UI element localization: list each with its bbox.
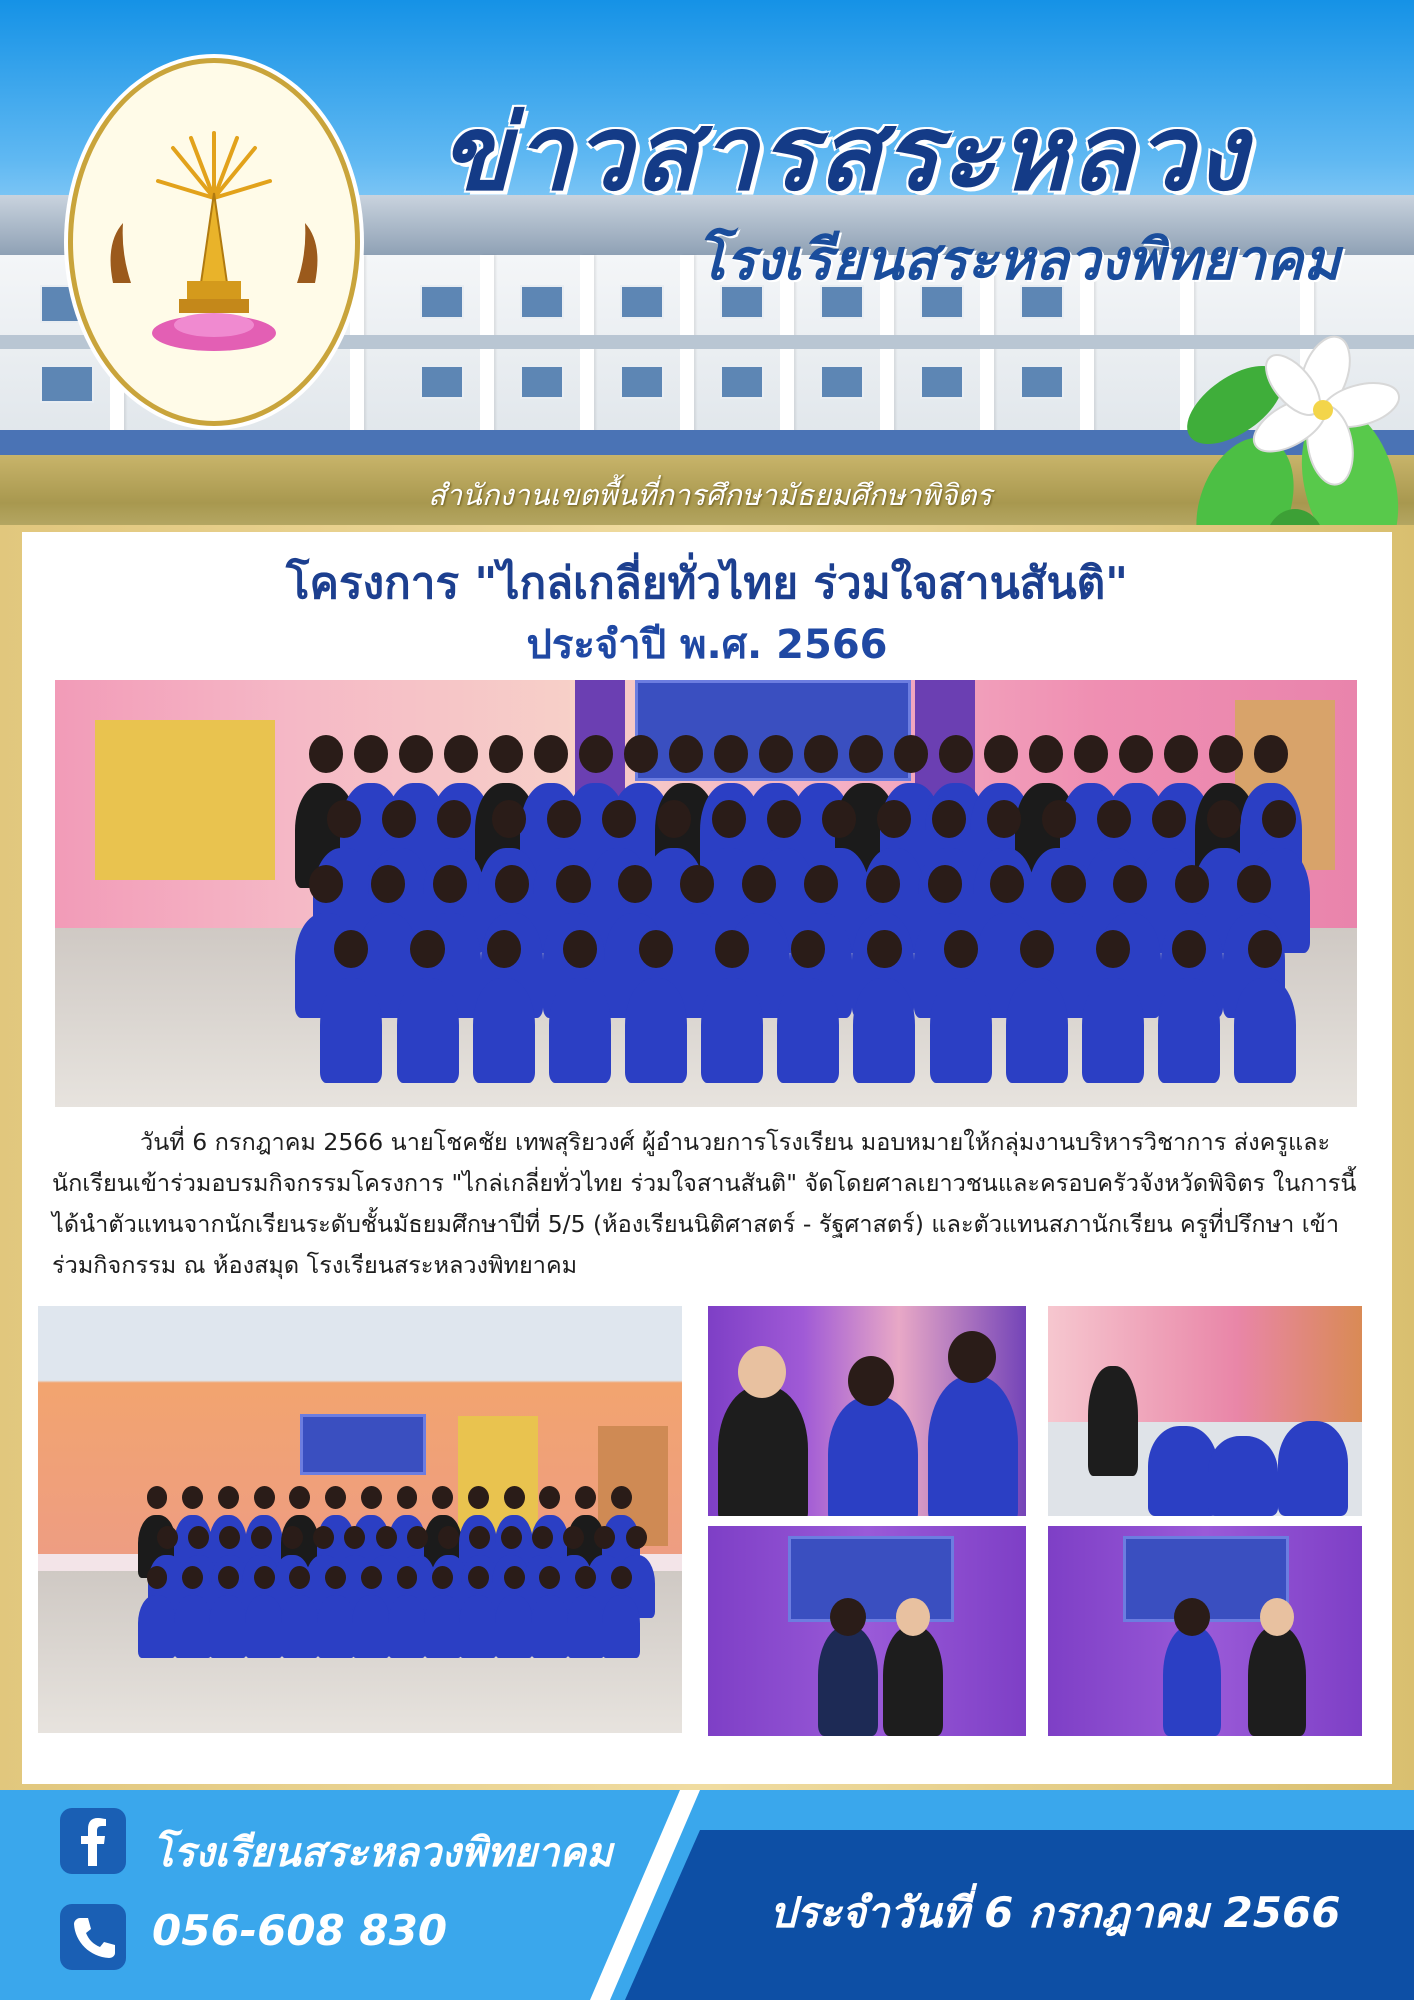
- student-head: [1020, 930, 1054, 968]
- student-head: [313, 1526, 334, 1549]
- student-head: [547, 800, 581, 838]
- student-figure: [1158, 978, 1220, 1083]
- phone-icon[interactable]: [60, 1904, 126, 1970]
- student-head: [1119, 735, 1153, 773]
- student-head: [432, 1566, 453, 1589]
- student-head: [1262, 800, 1296, 838]
- student-head: [715, 930, 749, 968]
- student-head: [767, 800, 801, 838]
- student-head: [399, 735, 433, 773]
- group-photo: [55, 680, 1357, 1107]
- student-figure: [320, 978, 382, 1083]
- student-figure: [473, 978, 535, 1083]
- student-head: [602, 800, 636, 838]
- education-office-line: สำนักงานเขตพื้นที่การศึกษามัธยมศึกษาพิจิตร: [428, 478, 992, 512]
- student-figure: [495, 1595, 533, 1658]
- student-head: [437, 800, 471, 838]
- student-head: [254, 1566, 275, 1589]
- student-head: [639, 930, 673, 968]
- student-figure: [1234, 978, 1296, 1083]
- student-figure: [1082, 978, 1144, 1083]
- student-head: [939, 735, 973, 773]
- student-head: [182, 1566, 203, 1589]
- student-head: [325, 1486, 346, 1509]
- student-figure: [138, 1595, 176, 1658]
- student-figure: [777, 978, 839, 1083]
- student-head: [182, 1486, 203, 1509]
- student-head: [1152, 800, 1186, 838]
- student-head: [438, 1526, 459, 1549]
- student-head: [468, 1566, 489, 1589]
- student-head: [218, 1566, 239, 1589]
- student-head: [714, 735, 748, 773]
- student-head: [218, 1486, 239, 1509]
- student-head: [534, 735, 568, 773]
- student-head: [928, 865, 962, 903]
- student-head: [680, 865, 714, 903]
- student-head: [361, 1566, 382, 1589]
- student-head: [1042, 800, 1076, 838]
- student-head: [1097, 800, 1131, 838]
- student-head: [618, 865, 652, 903]
- facebook-icon[interactable]: [60, 1808, 126, 1874]
- student-head: [804, 865, 838, 903]
- student-head: [1113, 865, 1147, 903]
- student-head: [489, 735, 523, 773]
- student-head: [309, 735, 343, 773]
- student-head: [254, 1486, 275, 1509]
- student-head: [444, 735, 478, 773]
- student-head: [624, 735, 658, 773]
- student-figure: [853, 978, 915, 1083]
- project-year: ประจำปี พ.ศ. 2566: [526, 622, 888, 668]
- student-head: [556, 865, 590, 903]
- student-head: [407, 1526, 428, 1549]
- student-figure: [397, 978, 459, 1083]
- student-head: [626, 1526, 647, 1549]
- award-photo-2: [1048, 1526, 1362, 1736]
- student-head: [504, 1486, 525, 1509]
- student-head: [157, 1526, 178, 1549]
- student-figure: [459, 1595, 497, 1658]
- student-head: [468, 1486, 489, 1509]
- student-head: [611, 1566, 632, 1589]
- school-name: โรงเรียนสระหลวงพิทยาคม: [695, 228, 1340, 293]
- student-head: [1164, 735, 1198, 773]
- student-head: [579, 735, 613, 773]
- student-head: [575, 1566, 596, 1589]
- student-head: [1237, 865, 1271, 903]
- student-head: [334, 930, 368, 968]
- speech-photo: [708, 1306, 1026, 1516]
- student-head: [188, 1526, 209, 1549]
- student-head: [354, 735, 388, 773]
- student-head: [504, 1566, 525, 1589]
- student-figure: [549, 978, 611, 1083]
- student-head: [867, 930, 901, 968]
- project-title: โครงการ "ไกล่เกลี่ยทั่วไทย ร่วมใจสานสันติ": [285, 558, 1129, 609]
- newsletter-title: ข่าวสารสระหลวง: [440, 92, 1249, 214]
- student-head: [563, 930, 597, 968]
- student-head: [492, 800, 526, 838]
- student-head: [894, 735, 928, 773]
- issue-date: ประจำวันที่ 6 กรกฎาคม 2566: [769, 1888, 1341, 1937]
- student-head: [327, 800, 361, 838]
- student-head: [1051, 865, 1085, 903]
- student-head: [361, 1486, 382, 1509]
- student-head: [669, 735, 703, 773]
- activity-photo: [1048, 1306, 1362, 1516]
- student-figure: [531, 1595, 569, 1658]
- facebook-page-name[interactable]: โรงเรียนสระหลวงพิทยาคม: [152, 1830, 613, 1876]
- student-head: [1209, 735, 1243, 773]
- student-head: [657, 800, 691, 838]
- student-head: [866, 865, 900, 903]
- student-head: [1029, 735, 1063, 773]
- student-head: [822, 800, 856, 838]
- phone-number[interactable]: 056-608 830: [152, 1906, 448, 1955]
- student-head: [376, 1526, 397, 1549]
- student-figure: [388, 1595, 426, 1658]
- student-head: [791, 930, 825, 968]
- student-head: [433, 865, 467, 903]
- student-head: [575, 1486, 596, 1509]
- student-head: [495, 865, 529, 903]
- student-head: [282, 1526, 303, 1549]
- student-figure: [567, 1595, 605, 1658]
- student-head: [712, 800, 746, 838]
- student-head: [1172, 930, 1206, 968]
- student-head: [611, 1486, 632, 1509]
- logo-emblem-icon: [73, 63, 355, 421]
- school-logo: [68, 58, 360, 426]
- student-figure: [281, 1595, 319, 1658]
- student-head: [849, 735, 883, 773]
- student-head: [251, 1526, 272, 1549]
- student-head: [1207, 800, 1241, 838]
- student-head: [1248, 930, 1282, 968]
- certificate-group-photo: [38, 1306, 682, 1733]
- student-figure: [174, 1595, 212, 1658]
- student-figure: [317, 1595, 355, 1658]
- student-head: [932, 800, 966, 838]
- student-figure: [625, 978, 687, 1083]
- student-head: [532, 1526, 553, 1549]
- student-head: [487, 930, 521, 968]
- student-head: [742, 865, 776, 903]
- student-figure: [352, 1595, 390, 1658]
- student-figure: [930, 978, 992, 1083]
- student-head: [759, 735, 793, 773]
- student-head: [990, 865, 1024, 903]
- student-head: [987, 800, 1021, 838]
- student-head: [984, 735, 1018, 773]
- student-head: [410, 930, 444, 968]
- student-head: [1096, 930, 1130, 968]
- student-head: [563, 1526, 584, 1549]
- article-body: วันที่ 6 กรกฎาคม 2566 นายโชคชัย เทพสุริยวงศ์ ผู้อำนวยการโรงเรียน มอบหมายให้กลุ่มงานบริหารวิชาการ ส่งครูและนักเรียนเข้าร่วมอบรมกิจกรรมโครงการ "ไกล่เกลี่ยทั่วไทย ร่วมใจสานสันติ" จัดโดยศาลเยาวชนและครอบครัวจังหวัดพิจิตร ในการนี้ได้นำตัวแทนจากนักเรียนระดับชั้นมัธยมศึกษาปีที่ 5/5 (ห้องเรียนนิติศาสตร์ - รัฐศาสตร์) และตัวแทนสภานักเรียน ครูที่ปรึกษา เข้าร่วมกิจกรรม ณ ห้องสมุด โรงเรียนสระหลวงพิทยาคม: [52, 1128, 1357, 1279]
- student-head: [1074, 735, 1108, 773]
- student-head: [432, 1486, 453, 1509]
- student-figure: [424, 1595, 462, 1658]
- student-head: [309, 865, 343, 903]
- student-figure: [602, 1595, 640, 1658]
- student-head: [382, 800, 416, 838]
- student-head: [325, 1566, 346, 1589]
- student-head: [804, 735, 838, 773]
- student-head: [877, 800, 911, 838]
- student-head: [371, 865, 405, 903]
- student-head: [1254, 735, 1288, 773]
- student-head: [1175, 865, 1209, 903]
- student-figure: [245, 1595, 283, 1658]
- student-figure: [701, 978, 763, 1083]
- award-photo-1: [708, 1526, 1026, 1736]
- student-head: [944, 930, 978, 968]
- student-figure: [1006, 978, 1068, 1083]
- student-figure: [209, 1595, 247, 1658]
- student-head: [501, 1526, 522, 1549]
